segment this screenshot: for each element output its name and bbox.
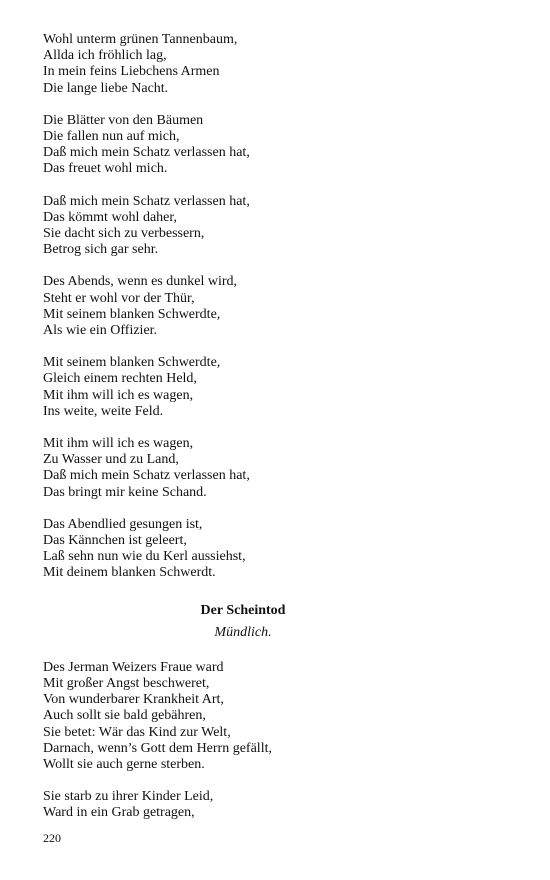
verse-line: Zu Wasser und zu Land, [43, 452, 179, 468]
stanza [43, 789, 503, 821]
poem-title: Der Scheintod [200, 602, 286, 618]
poem-two [43, 660, 503, 822]
verse-line: Mit seinem blanken Schwerdte, [43, 355, 221, 371]
verse-line: Laß sehn nun wie du Kerl aussiehst, [43, 549, 246, 565]
verse-line: Ins weite, weite Feld. [43, 403, 164, 419]
stanza [43, 660, 503, 773]
verse-line: Die lange liebe Nacht. [43, 80, 169, 96]
verse-line: Darnach, wenn’s Gott dem Herrn gefällt, [43, 740, 272, 756]
verse-line: Mit ihm will ich es wagen, [43, 387, 194, 403]
verse-line: Des Jerman Weizers Fraue ward [43, 659, 224, 675]
verse-line: Wohl unterm grünen Tannenbaum, [43, 32, 238, 47]
verse-line: Mit deinem blanken Schwerdt. [43, 565, 216, 581]
verse-line: Die fallen nun auf mich, [43, 129, 180, 145]
verse-line: Ward in ein Grab getragen, [43, 805, 195, 821]
verse-line: Sie betet: Wär das Kind zur Welt, [43, 724, 231, 740]
verse-line: Von wunderbarer Krankheit Art, [43, 692, 224, 708]
poem-one [43, 32, 503, 582]
page-content [43, 32, 503, 838]
verse-line: Das freuet wohl mich. [43, 161, 168, 177]
verse-line: Das Kännchen ist geleert, [43, 533, 187, 549]
stanza [43, 436, 503, 501]
verse-line: Sie starb zu ihrer Kinder Leid, [43, 789, 214, 805]
verse-line: Steht er wohl vor der Thür, [43, 290, 195, 306]
stanza [43, 194, 503, 259]
stanza [43, 274, 503, 339]
verse-line: Daß mich mein Schatz verlassen hat, [43, 193, 250, 209]
poem-subtitle: Mündlich. [214, 624, 272, 640]
stanza [43, 517, 503, 582]
verse-line: Das bringt mir keine Schand. [43, 484, 207, 500]
verse-line: Mit großer Angst beschweret, [43, 675, 210, 691]
verse-line: Als wie ein Offizier. [43, 323, 158, 339]
verse-line: Die Blätter von den Bäumen [43, 112, 204, 128]
verse-line: Daß mich mein Schatz verlassen hat, [43, 468, 250, 484]
verse-line: Das Abendlied gesungen ist, [43, 516, 203, 532]
verse-line: Sie dacht sich zu verbessern, [43, 226, 205, 242]
verse-line: Auch sollt sie bald gebähren, [43, 708, 206, 724]
verse-line: Mit seinem blanken Schwerdte, [43, 306, 221, 322]
verse-line: Wollt sie auch gerne sterben. [43, 756, 205, 772]
verse-line: Daß mich mein Schatz verlassen hat, [43, 145, 250, 161]
page-number: 220 [43, 831, 61, 845]
verse-line: Mit ihm will ich es wagen, [43, 436, 194, 452]
verse-line: Allda ich fröhlich lag, [43, 48, 167, 64]
poem-heading [43, 602, 443, 642]
verse-line: Das kömmt wohl daher, [43, 209, 177, 225]
verse-line: Gleich einem rechten Held, [43, 371, 197, 387]
stanza [43, 355, 503, 420]
verse-line: In mein feins Liebchens Armen [43, 64, 220, 80]
stanza [43, 113, 503, 178]
verse-line: Des Abends, wenn es dunkel wird, [43, 274, 238, 290]
verse-line: Betrog sich gar sehr. [43, 242, 159, 258]
stanza [43, 32, 503, 97]
